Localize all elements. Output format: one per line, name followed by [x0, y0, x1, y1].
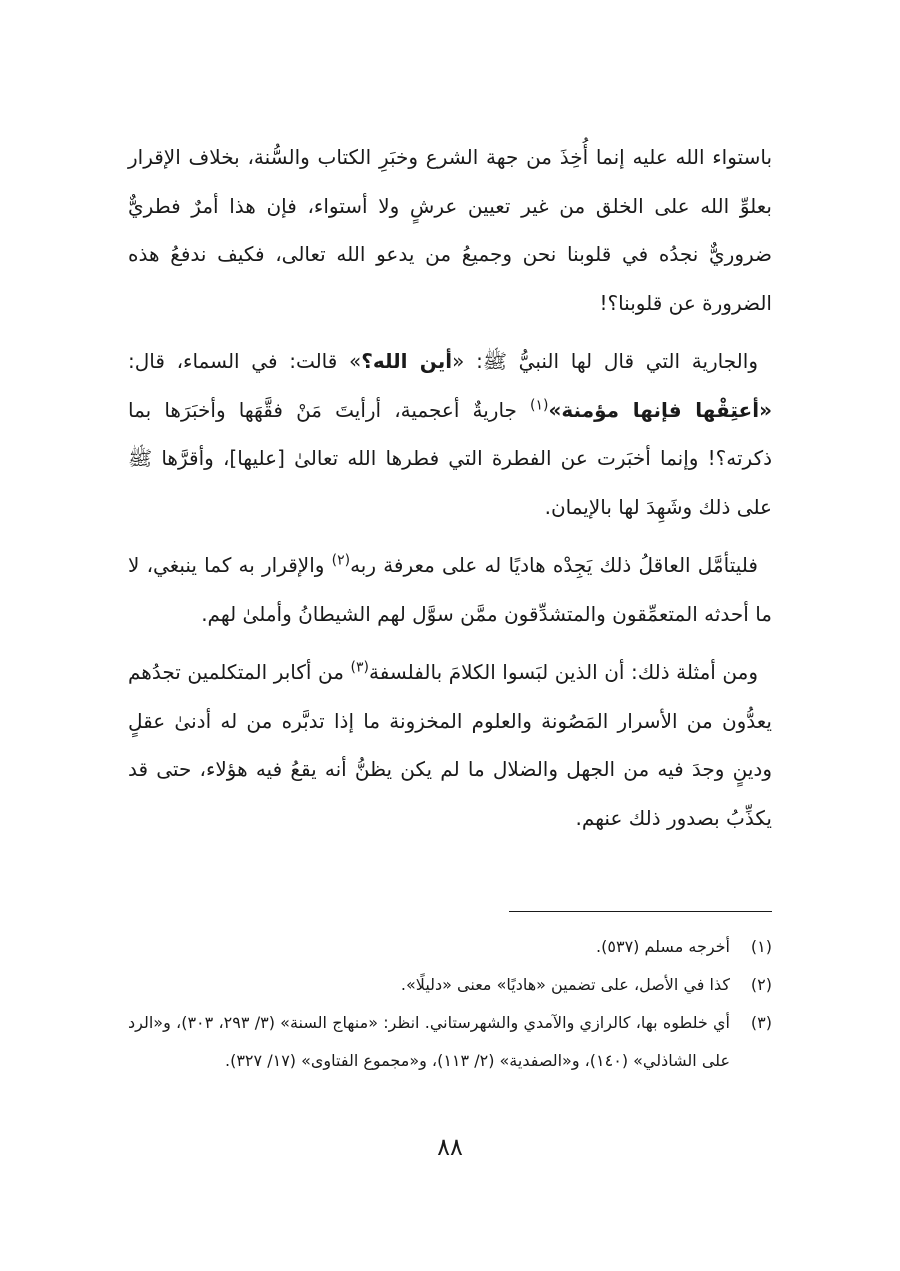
paragraph-1-line-2: الإقرار بعلوِّ الله على الخلق من غير تعيين عرشٍ ولا أستواء، فإن هذا أمرٌ: [128, 145, 772, 218]
hadith-quote-free-her: «أعتِقْها فإنها مؤمنة»: [548, 397, 772, 422]
paragraph-1-line-3: فطريٌّ ضروريٌّ نجدُه في قلوبنا نحن وجميعُ من يدعو الله تعالى، فكيف: [128, 193, 772, 266]
footnote-ref-2[interactable]: (٢): [331, 552, 351, 569]
footnote-ref-1[interactable]: (١): [530, 396, 549, 413]
footnote-3: [128, 1004, 772, 1080]
footnote-2-number: (٢): [750, 975, 772, 994]
paragraph-2: [128, 337, 772, 531]
footnote-2-text: كذا في الأصل، على تضمين «هاديًا» معنى «دليلًا».: [400, 975, 730, 994]
footnote-2: [128, 966, 772, 1004]
paragraph-3-text-a: فليتأمَّل العاقلُ ذلك يَجِدْه هاديًا له على معرفة ربه: [350, 553, 758, 577]
footnotes: [128, 928, 772, 1080]
paragraph-4-text-b: من أكابر المتكلمين تجدُهم يعدُّون من الأسرار المَصُونة والعلوم المخزونة ما إذا تدبَّره من له أدنىٰ عقلٍ ودينٍ وجدَ فيه من الجهل والضلال ما لم يكن يظنُّ أنه يقعُ فيه هؤلاء، حتى قد يكذِّبُ بصدور ذلك عنهم.: [128, 660, 772, 830]
paragraph-2-text-c: » قالت: في السماء، قال:: [128, 349, 362, 373]
footnote-1-text: أخرجه مسلم (٥٣٧).: [596, 937, 730, 956]
footnote-ref-3[interactable]: (٣): [350, 659, 369, 676]
footnote-3-number: (٣): [750, 1013, 772, 1032]
paragraph-3: [128, 541, 772, 638]
footnote-1: [128, 928, 772, 966]
page-number: ٨٨: [437, 1133, 463, 1161]
paragraph-1-line-4: ندفعُ هذه الضرورة عن قلوبنا؟!: [128, 242, 772, 315]
paragraph-4-text-a: ومن أمثلة ذلك: أن الذين لبَسوا الكلامَ بالفلسفة: [369, 660, 758, 684]
footnote-1-number: (١): [750, 937, 772, 956]
paragraph-2-text-a: والجارية التي قال لها النبيُّ ﷺ: «: [452, 349, 758, 373]
paragraph-1-line-1: باستواء الله عليه إنما أُخِذَ من جهة الشرع وخبَرِ الكتاب والسُّنة، بخلاف: [188, 145, 773, 169]
paragraph-4: [128, 648, 772, 842]
footnote-separator: [509, 911, 772, 912]
main-text: [128, 133, 772, 852]
footnote-3-text: أي خلطوه بها، كالرازي والآمدي والشهرستاني. انظر: «منهاج السنة» (٣/ ٢٩٣، ٣٠٣)، و«الرد على الشاذلي» (١٤٠)، و«الصفدية» (٢/ ١١٣)، و«مجموع الفتاوى» (١٧/ ٣٢٧).: [128, 1013, 731, 1070]
paragraph-3-text-b: والإقرار به كما ينبغي، لا ما أحدثه المتعمِّقون والمتشدِّقون ممَّن سوَّل لهم الشيطانُ وأملىٰ لهم.: [128, 553, 772, 626]
hadith-quote-where-is-allah: أين الله؟: [361, 349, 453, 373]
paragraph-1: [128, 133, 772, 327]
paragraph-2-text-e: جاريةٌ أعجمية، أرأيتَ مَنْ فقَّهَها وأخبَرَها بما ذكرته؟! وإنما أخبَرت عن الفطرة التي فطرها الله تعالىٰ [عليها]، وأقرَّها ﷺ على ذلك وشَهِدَ لها بالإيمان.: [128, 397, 772, 519]
